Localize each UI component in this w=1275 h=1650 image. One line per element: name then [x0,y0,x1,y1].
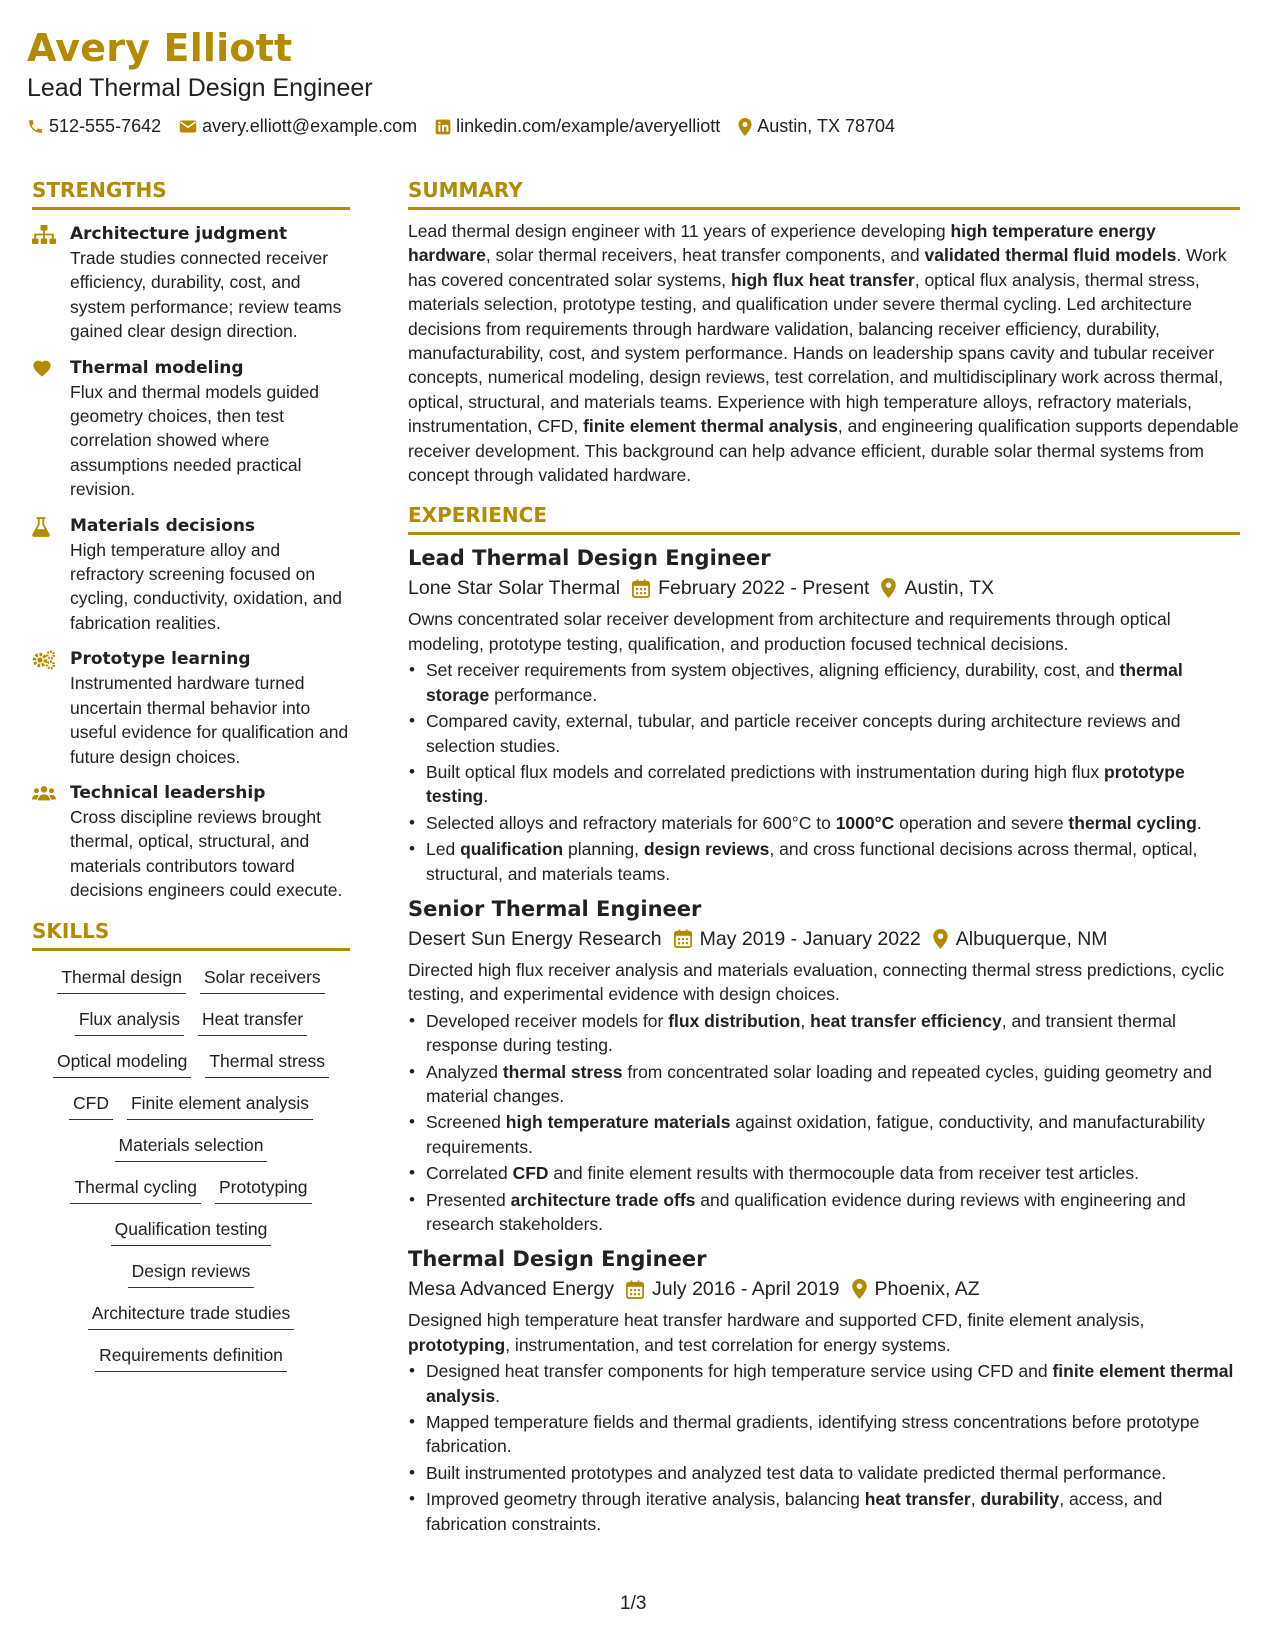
bullet-item [408,1359,1240,1408]
skill-row [32,1091,350,1120]
bold-text: finite element thermal analysis [583,416,838,437]
text-run: , instrumentation, and test correlation for energy systems. [505,1334,951,1355]
job-entry [408,1244,1240,1536]
candidate-name: Avery Elliott [27,26,293,70]
skill-row [32,1007,350,1036]
bold-text: validated thermal fluid models [924,245,1177,266]
text-run: Set receiver requirements from system objectives, aligning efficiency, durability, cost, and [426,660,1120,681]
strength-title: Technical leadership [70,782,266,803]
skill-row [32,1133,350,1162]
map-pin-icon [852,1279,867,1299]
strength-title: Materials decisions [70,515,256,536]
right-column [408,176,1240,1538]
bold-text: heat transfer efficiency [810,1010,1002,1031]
job-dates [632,573,869,603]
strengths-heading: STRENGTHS [32,176,350,210]
text-run: performance. [489,684,598,705]
strength-desc: High temperature alloy and refractory screening focused on cycling, conductivity, oxidation, and fabrication realities. [70,539,343,633]
skill-tag: Optical modeling [53,1049,191,1078]
skill-tag: Flux analysis [75,1007,184,1036]
skill-tag: Design reviews [128,1259,255,1288]
text-run: . [495,1385,500,1406]
skill-tag: Prototyping [215,1175,312,1204]
job-entry [408,894,1240,1236]
job-bullets [408,1009,1240,1237]
bold-text: qualification [460,839,564,860]
flask-icon [32,517,50,537]
text-run: operation and severe [894,812,1069,833]
job-location [881,573,994,603]
text-run: , access, and fabrication constraints. [426,1489,1163,1534]
text-run: planning, [563,839,644,860]
skill-tag: Thermal stress [205,1049,329,1078]
sitemap-icon [32,225,56,245]
resume-header [27,24,1247,137]
skill-tag: Heat transfer [198,1007,307,1036]
strength-title: Prototype learning [70,649,251,670]
skills-list [32,965,350,1372]
strength-title: Thermal modeling [70,357,244,378]
job-dates [674,924,921,954]
page-indicator: 1/3 [620,1593,647,1614]
text-run: . Work has covered concentrated solar systems, [408,245,1227,290]
bold-text: thermal cycling [1068,812,1197,833]
bold-text: heat transfer [864,1489,971,1510]
bold-text: architecture trade offs [510,1189,696,1210]
job-bullets [408,1359,1240,1536]
text-run: Directed high flux receiver analysis and materials evaluation, connecting thermal stress predictions, cyclic testing, and experimental evidence with design choices. [408,959,1225,1005]
text-run: Screened [426,1112,506,1133]
text-run: , and engineering qualification supports dependable receiver development. This background can help advance efficient, durable solar thermal systems from concept through validated hardware. [408,416,1239,486]
bullet-item [408,1161,1240,1185]
strength-item [32,647,350,769]
text-run: , and transient thermal response during testing. [426,1010,1176,1056]
strength-desc: Instrumented hardware turned uncertain thermal behavior into useful evidence for qualification and future design choices. [70,673,349,767]
email-text: avery.elliott@example.com [202,116,418,136]
location-text: Austin, TX 78704 [757,116,896,136]
skill-row [32,1217,350,1246]
bullet-item [408,1060,1240,1109]
text-run: Owns concentrated solar receiver development from architecture and requirements through optical modeling, prototype testing, qualification, and production focused technical decisions. [408,609,1171,654]
job-dates-text: May 2019 - January 2022 [699,927,921,950]
strength-item [32,514,350,636]
bold-text: finite element thermal analysis [426,1361,1234,1406]
text-run: Analyzed [426,1061,503,1082]
gears-icon [32,650,56,670]
bold-text: thermal stress [502,1061,623,1082]
job-meta [408,1274,1240,1304]
skill-row [32,1049,350,1078]
experience-heading: EXPERIENCE [408,501,1240,535]
job-dates-text: February 2022 - Present [658,577,870,600]
text-run: Compared cavity, external, tubular, and particle receiver concepts during architecture reviews and selection studies. [426,711,1181,756]
job-company: Desert Sun Energy Research [408,927,662,950]
skill-row [32,1343,350,1372]
bold-text: CFD [512,1163,549,1184]
strength-item [32,222,350,344]
bullet-item [408,837,1240,886]
job-title: Senior Thermal Engineer [408,896,702,921]
skill-tag: Architecture trade studies [88,1301,294,1330]
phone-text: 512-555-7642 [49,116,162,136]
bold-text: high temperature energy hardware [408,221,1156,266]
text-run: , [970,1489,981,1510]
skill-tag: CFD [69,1091,113,1120]
map-pin-icon [933,929,948,949]
skill-tag: Materials selection [115,1133,268,1162]
phone-icon [27,118,44,135]
text-run: Improved geometry through iterative analysis, balancing [426,1489,865,1510]
calendar-icon [632,579,650,598]
job-company: Mesa Advanced Energy [408,1278,614,1301]
job-location-text: Austin, TX [904,577,995,600]
text-run: , solar thermal receivers, heat transfer components, and [485,245,925,266]
map-pin-icon [881,578,896,598]
text-run: Correlated [426,1163,513,1184]
job-description [408,958,1240,1007]
bullet-item [408,1487,1240,1536]
contact-location [738,116,895,137]
bullet-item [408,760,1240,809]
job-entry [408,543,1240,885]
job-location-text: Phoenix, AZ [874,1278,980,1301]
bullet-item [408,1009,1240,1058]
job-dates-text: July 2016 - April 2019 [651,1278,840,1301]
bold-text: 1000°C [835,812,895,833]
strength-desc: Trade studies connected receiver efficiency, durability, cost, and system performance; review teams gained clear design direction. [70,248,342,342]
text-run: Led [426,839,461,860]
text-run: Designed high temperature heat transfer hardware and supported CFD, finite element analysis, [408,1310,1145,1331]
skill-row [32,1175,350,1204]
users-icon [32,784,56,802]
bold-text: thermal storage [426,660,1183,705]
text-run: . [1196,812,1202,833]
job-meta [408,573,1240,603]
text-run: Selected alloys and refractory materials for 600°C to [426,812,836,833]
heart-icon [32,359,52,377]
contact-email[interactable] [179,116,417,137]
linkedin-icon [435,119,451,135]
experience-list [408,543,1240,1536]
skills-heading: SKILLS [32,917,350,951]
job-location-text: Albuquerque, NM [955,927,1108,950]
text-run: from concentrated solar loading and repeated cycles, guiding geometry and material changes. [426,1061,1213,1106]
strength-desc: Flux and thermal models guided geometry choices, then test correlation showed where assumptions needed practical revision. [70,381,320,500]
text-run: . [483,786,489,807]
skill-tag: Solar receivers [200,965,325,994]
skill-tag: Qualification testing [111,1217,272,1246]
contact-linkedin[interactable] [435,116,720,137]
text-run: Built optical flux models and correlated predictions with instrumentation during high flux [426,761,1104,782]
bold-text: high flux heat transfer [730,269,915,290]
skill-tag: Requirements definition [95,1343,287,1372]
strengths-list [32,222,350,903]
text-run: Developed receiver models for [426,1010,669,1031]
job-location [933,924,1108,954]
bold-text: prototype testing [426,761,1185,807]
job-dates [626,1274,840,1304]
summary-text [408,219,1240,487]
job-meta [408,924,1240,954]
text-run: Lead thermal design engineer with 11 years of experience developing [408,221,951,241]
skill-tag: Thermal design [57,965,186,994]
skill-tag: Finite element analysis [127,1091,313,1120]
bullet-item [408,658,1240,707]
text-run: Presented [426,1189,511,1210]
skill-row [32,965,350,994]
text-run: , [800,1010,811,1031]
text-run: , optical flux analysis, thermal stress, materials selection, prototype testing, and qualification under severe thermal cycling. Led architecture decisions from requirements through hardware validation, balancing receiver efficiency, durability, manufacturability, cost, and system performance. Hands on leadership spans cavity and tubular receiver concepts, numerical modeling, design reviews, test correlation, and multidisciplinary work across thermal, optical, structural, and materials teams. Experience with high temperature alloys, refractory materials, instrumentation, CFD, [408,269,1224,437]
linkedin-text: linkedin.com/example/averyelliott [456,116,721,136]
bold-text: high temperature materials [505,1112,731,1133]
job-description [408,1308,1240,1357]
bullet-item [408,811,1240,835]
calendar-icon [674,929,692,948]
map-pin-icon [738,118,752,136]
text-run: , and cross functional decisions across thermal, optical, structural, and materials teams. [426,839,1198,884]
text-run: Built instrumented prototypes and analyzed test data to validate predicted thermal performance. [426,1462,1167,1483]
job-company: Lone Star Solar Thermal [408,577,621,600]
text-run: Designed heat transfer components for high temperature service using CFD and [426,1361,1053,1382]
job-description [408,607,1240,656]
calendar-icon [626,1280,644,1299]
skill-row [32,1301,350,1330]
contact-phone[interactable] [27,116,161,137]
text-run: against oxidation, fatigue, conductivity, and manufacturability requirements. [426,1112,1205,1157]
summary-heading: SUMMARY [408,176,1240,210]
bullet-item [408,1410,1240,1459]
bold-text: design reviews [643,839,770,860]
job-title: Lead Thermal Design Engineer [408,546,771,571]
bold-text: prototyping [408,1334,506,1355]
bullet-item [408,709,1240,758]
job-bullets [408,658,1240,886]
bullet-item [408,1110,1240,1159]
left-column [32,176,350,1385]
bullet-item [408,1188,1240,1237]
bold-text: flux distribution [668,1010,801,1031]
skill-row [32,1259,350,1288]
candidate-title: Lead Thermal Design Engineer [27,74,373,102]
text-run: and finite element results with thermocouple data from receiver test articles. [548,1163,1139,1184]
bullet-item [408,1461,1240,1485]
job-title: Thermal Design Engineer [408,1247,707,1272]
bold-text: durability [980,1489,1060,1510]
strength-title: Architecture judgment [70,224,288,244]
text-run: and qualification evidence during reviews with engineering and research stakeholders. [426,1189,1186,1234]
strength-item [32,781,350,903]
contact-bar [27,116,1247,137]
strength-desc: Cross discipline reviews brought thermal, optical, structural, and materials contributors toward decisions engineers could execute. [70,806,343,901]
job-location [852,1274,980,1304]
envelope-icon [179,119,197,134]
strength-item [32,356,350,502]
text-run: Mapped temperature fields and thermal gradients, identifying stress concentrations before prototype fabrication. [426,1412,1200,1457]
skill-tag: Thermal cycling [70,1175,201,1204]
